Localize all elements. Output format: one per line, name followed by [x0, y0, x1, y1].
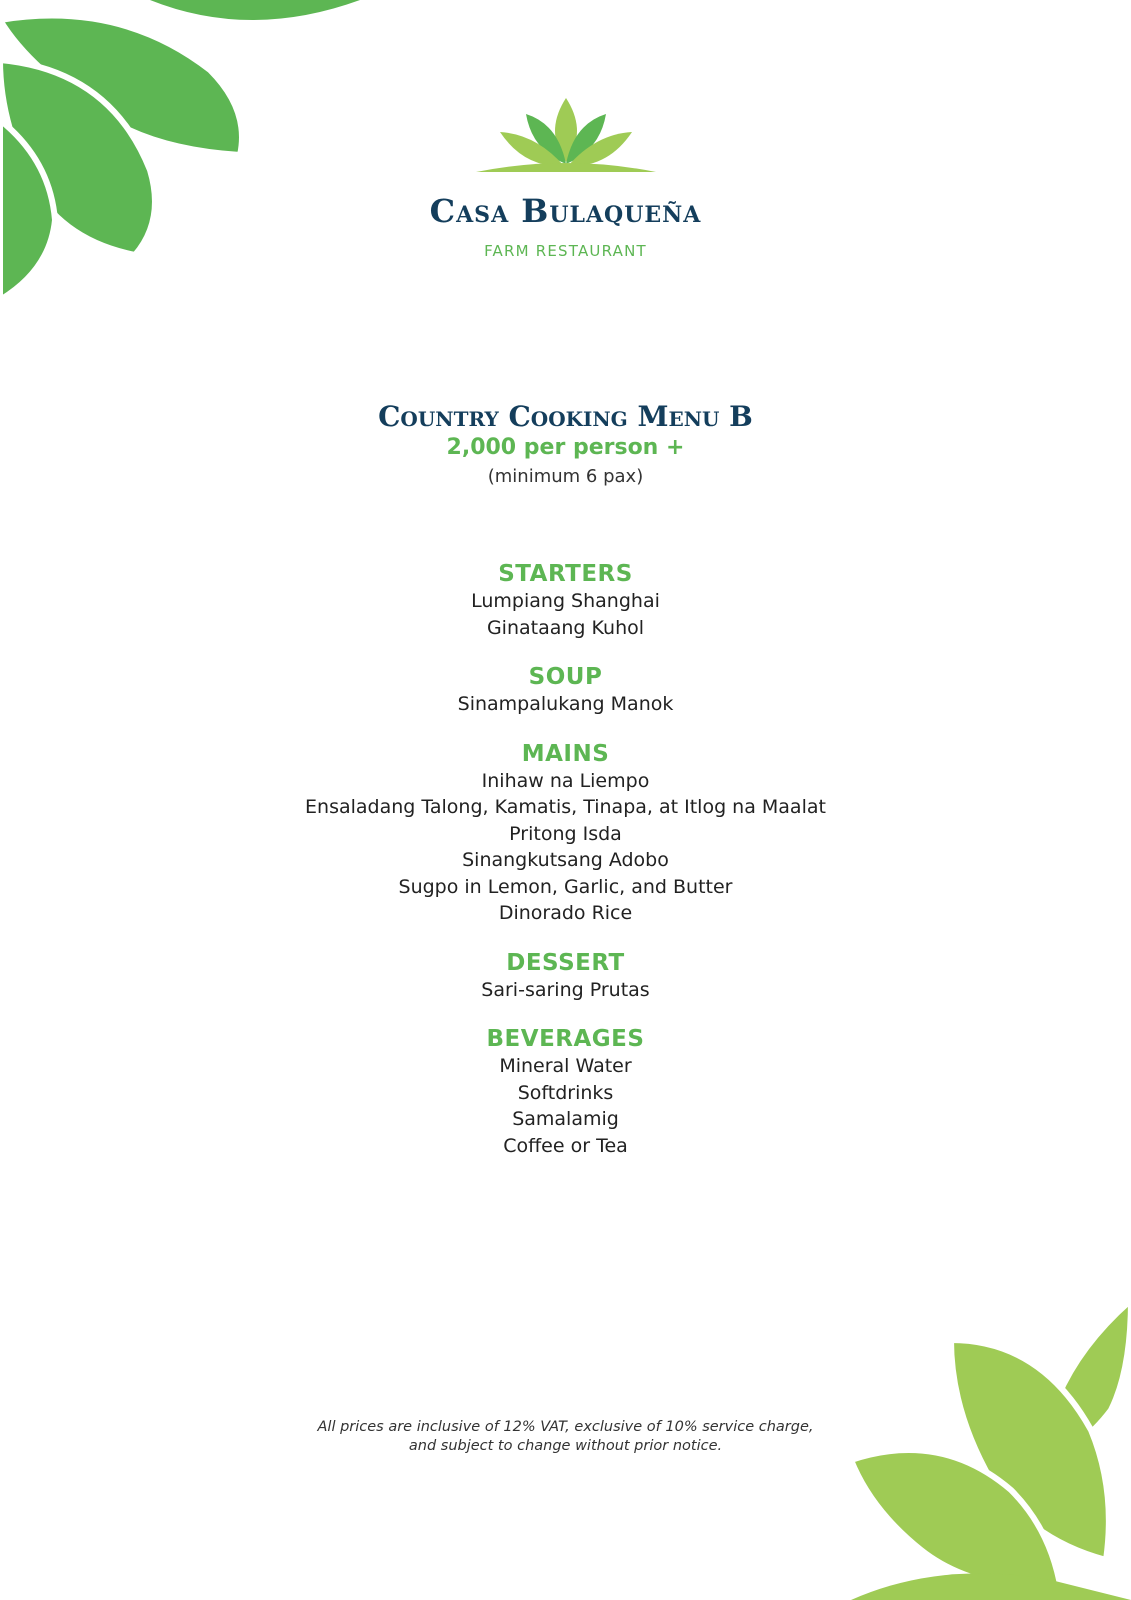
- section-title: STARTERS: [498, 561, 633, 587]
- menu-item: Sugpo in Lemon, Garlic, and Butter: [398, 875, 733, 898]
- menu-item: Dinorado Rice: [498, 902, 633, 924]
- menu-price: 2,000 per person +: [446, 435, 685, 460]
- lotus-logo-icon: [466, 92, 666, 174]
- menu-item: Coffee or Tea: [503, 1134, 628, 1157]
- section-title: DESSERT: [506, 949, 625, 976]
- menu-item: Ensaladang Talong, Kamatis, Tinapa, at Itlog na Maalat: [305, 796, 826, 818]
- menu-item: Mineral Water: [499, 1055, 632, 1077]
- brand-subtitle: FARM RESTAURANT: [484, 242, 647, 260]
- disclaimer-line: All prices are inclusive of 12% VAT, exclusive of 10% service charge,: [317, 1419, 814, 1435]
- menu-title: Country Cooking Menu B: [378, 400, 753, 433]
- menu-item: Softdrinks: [517, 1081, 614, 1104]
- menu-minimum: (minimum 6 pax): [487, 466, 644, 487]
- menu-item: Sinangkutsang Adobo: [462, 849, 669, 871]
- menu-item: Samalamig: [512, 1108, 619, 1130]
- restaurant-logo: [0, 92, 1131, 260]
- menu-item: Inihaw na Liempo: [481, 769, 650, 792]
- section-dessert: [0, 949, 1131, 1004]
- menu-sections: [0, 560, 1131, 1181]
- menu-item: Sinampalukang Manok: [457, 693, 674, 715]
- section-starters: [0, 560, 1131, 641]
- menu-item: Ginataang Kuhol: [486, 616, 645, 639]
- section-title: MAINS: [521, 740, 610, 767]
- section-mains: [0, 740, 1131, 927]
- disclaimer-line: and subject to change without prior notice.: [408, 1438, 723, 1454]
- section-title: SOUP: [528, 664, 603, 690]
- menu-header: [0, 400, 1131, 492]
- menu-item: Lumpiang Shanghai: [471, 590, 660, 612]
- menu-item: Pritong Isda: [509, 822, 622, 845]
- section-beverages: [0, 1025, 1131, 1159]
- section-title: BEVERAGES: [486, 1026, 645, 1052]
- brand-name: Casa Bulaqueña: [429, 192, 702, 230]
- menu-item: Sari-saring Prutas: [481, 978, 650, 1001]
- price-disclaimer: [0, 1418, 1131, 1456]
- section-soup: [0, 663, 1131, 718]
